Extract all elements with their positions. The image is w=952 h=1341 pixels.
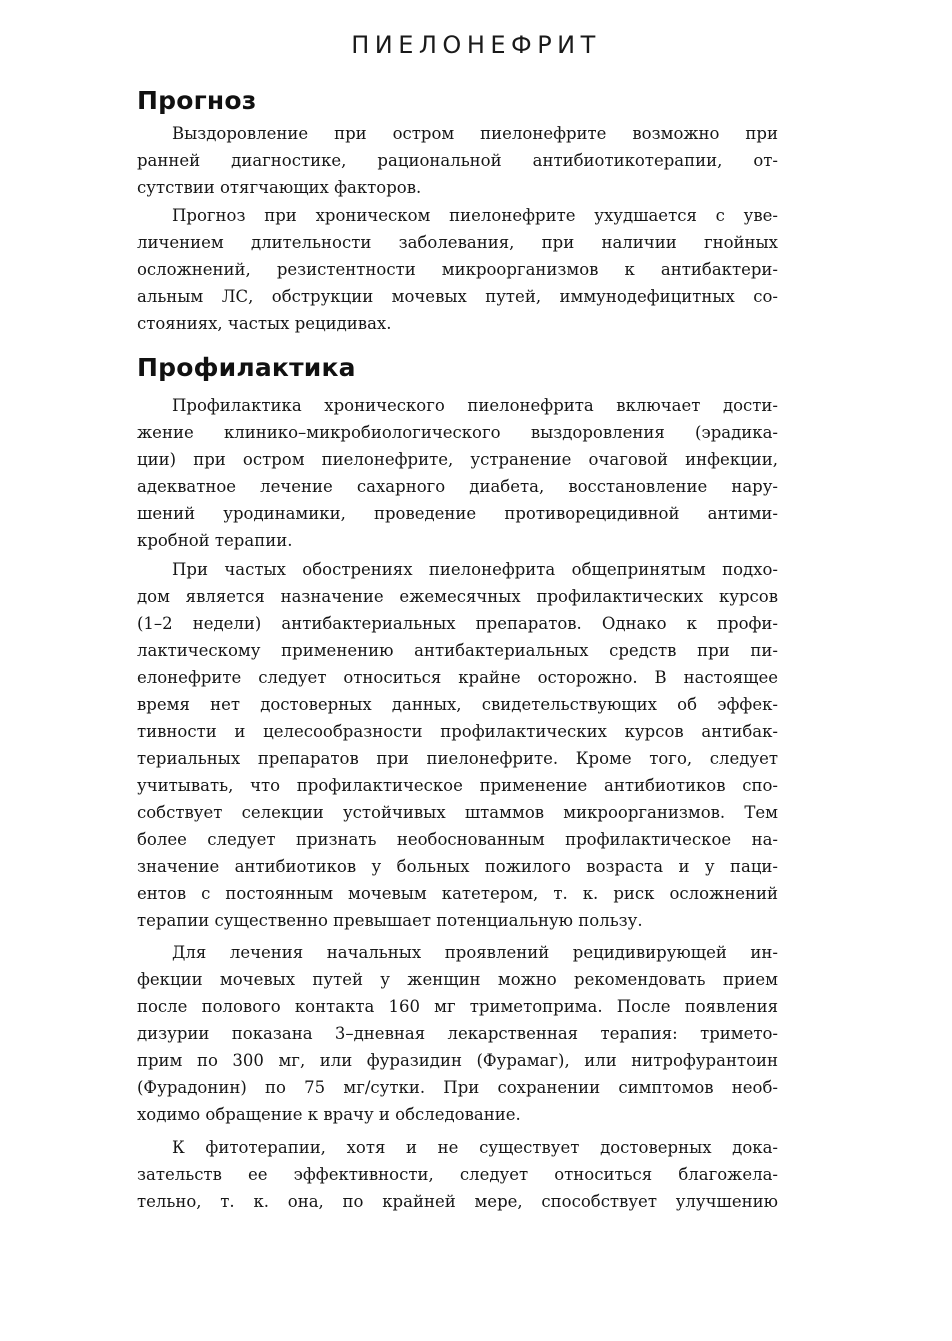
text-line: личением длительности заболевания, при наличии гнойных xyxy=(137,233,778,252)
text-line: альным ЛС, обструкции мочевых путей, иммунодефицитных со- xyxy=(137,287,778,306)
text-line: ранней диагностике, рациональной антибиотикотерапии, от- xyxy=(137,151,778,170)
section-heading-prevention: Профилактика xyxy=(137,353,356,382)
text-line: значение антибиотиков у больных пожилого возраста и у паци- xyxy=(137,857,778,876)
text-line: При частых обострениях пиелонефрита общепринятым подхо- xyxy=(172,560,778,579)
text-line: дом является назначение ежемесячных профилактических курсов xyxy=(137,587,778,606)
text-line: осложнений, резистентности микроорганизмов к антибактери- xyxy=(137,260,778,279)
text-line: фекции мочевых путей у женщин можно рекомендовать прием xyxy=(137,970,778,989)
text-line: шений уродинамики, проведение противорецидивной антими- xyxy=(137,504,778,523)
text-line: зательств ее эффективности, следует относиться благожела- xyxy=(137,1165,778,1184)
text-line: после полового контакта 160 мг триметоприма. После появления xyxy=(137,997,778,1016)
text-line: К фитотерапии, хотя и не существует достоверных дока- xyxy=(172,1138,778,1157)
text-line: прим по 300 мг, или фуразидин (Фурамаг), или нитрофурантоин xyxy=(137,1051,778,1070)
text-line: более следует признать необоснованным профилактическое на- xyxy=(137,830,778,849)
text-line: ции) при остром пиелонефрите, устранение очаговой инфекции, xyxy=(137,450,778,469)
text-line: Прогноз при хроническом пиелонефрите ухудшается с уве- xyxy=(172,206,778,225)
text-line: Профилактика хронического пиелонефрита включает дости- xyxy=(172,396,778,415)
text-line: (Фурадонин) по 75 мг/сутки. При сохранении симптомов необ- xyxy=(137,1078,778,1097)
text-line: ходимо обращение к врачу и обследование. xyxy=(137,1105,521,1124)
text-line: териальных препаратов при пиелонефрите. Кроме того, следует xyxy=(137,749,778,768)
text-line: сутствии отягчающих факторов. xyxy=(137,178,422,197)
text-line: стояниях, частых рецидивах. xyxy=(137,314,392,333)
text-line: время нет достоверных данных, свидетельствующих об эффек- xyxy=(137,695,778,714)
text-line: учитывать, что профилактическое применение антибиотиков спо- xyxy=(137,776,778,795)
text-line: собствует селекции устойчивых штаммов микроорганизмов. Тем xyxy=(137,803,778,822)
running-head: ПИЕЛОНЕФРИТ xyxy=(351,31,601,59)
text-line: тивности и целесообразности профилактических курсов антибак- xyxy=(137,722,778,741)
text-line: лактическому применению антибактериальных средств при пи- xyxy=(137,641,778,660)
section-heading-prognosis: Прогноз xyxy=(137,86,257,115)
text-line: Выздоровление при остром пиелонефрите возможно при xyxy=(172,124,778,143)
text-line: терапии существенно превышает потенциальную пользу. xyxy=(137,911,643,930)
text-line: елонефрите следует относиться крайне осторожно. В настоящее xyxy=(137,668,778,687)
text-line: жение клинико–микробиологического выздоровления (эрадика- xyxy=(137,423,778,442)
text-line: тельно, т. к. она, по крайней мере, способствует улучшению xyxy=(137,1192,778,1211)
text-line: Для лечения начальных проявлений рецидивирующей ин- xyxy=(172,943,778,962)
text-line: (1–2 недели) антибактериальных препаратов. Однако к профи- xyxy=(137,614,778,633)
text-line: кробной терапии. xyxy=(137,531,293,550)
text-line: дизурии показана 3–дневная лекарственная терапия: тримето- xyxy=(137,1024,778,1043)
text-line: адекватное лечение сахарного диабета, восстановление нару- xyxy=(137,477,778,496)
text-line: ентов с постоянным мочевым катетером, т. к. риск осложнений xyxy=(137,884,778,903)
